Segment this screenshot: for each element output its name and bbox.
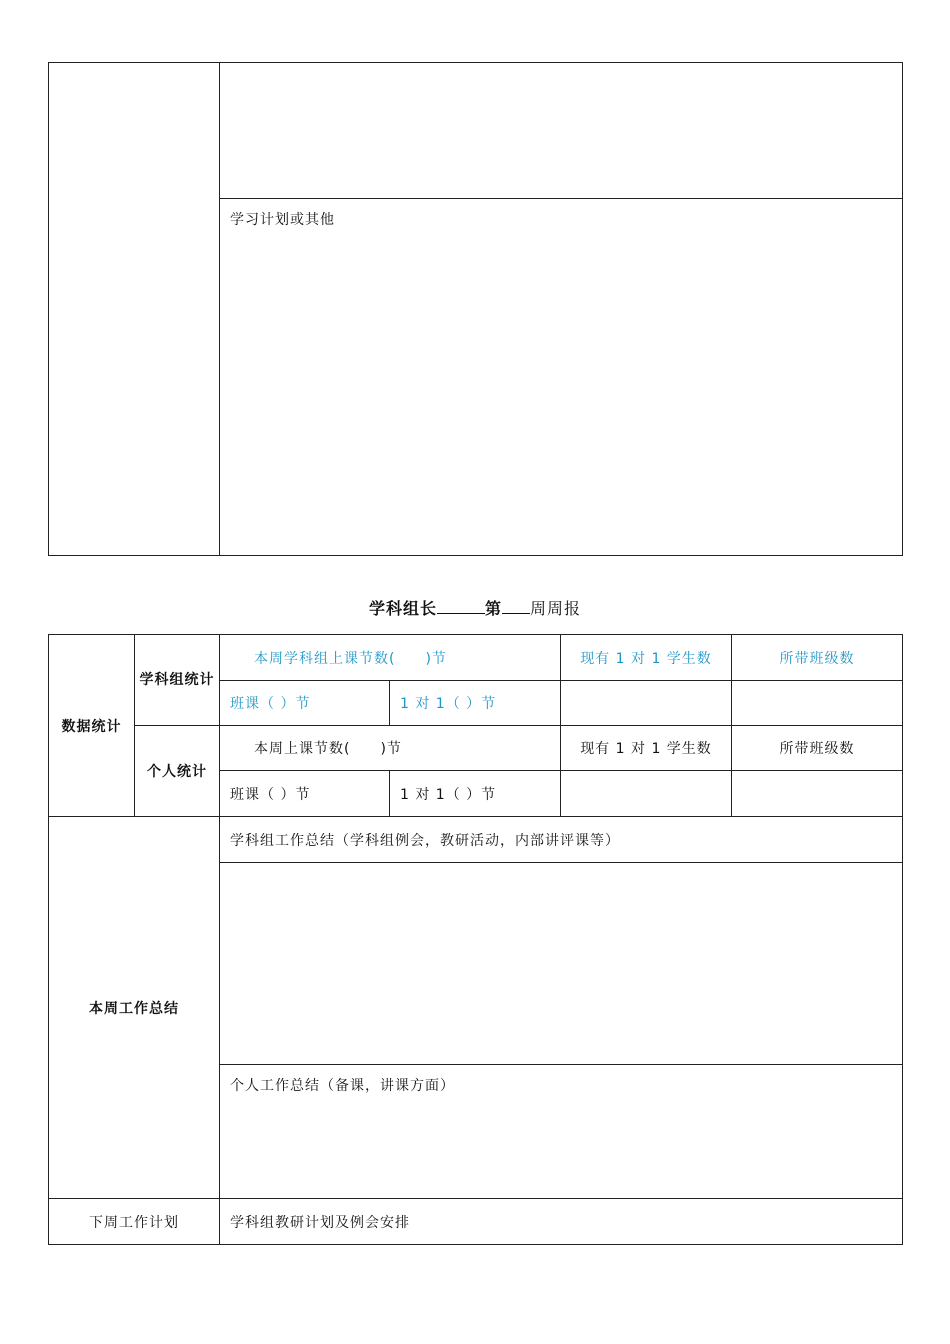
report-title <box>0 596 950 619</box>
title-part-leader: 学科组长 <box>368 599 437 618</box>
group-class-lessons-cell[interactable]: 班课（ ）节 <box>220 681 390 726</box>
personal-summary-heading: 个人工作总结（备课，讲课方面） <box>230 1078 455 1094</box>
personal-one-on-one-students-header: 现有 1 对 1 学生数 <box>561 726 732 771</box>
group-stats-label: 学科组统计 <box>135 635 220 726</box>
title-part-week: 第 <box>484 599 502 618</box>
personal-lessons-cell[interactable]: 本周上课节数( )节 <box>220 726 561 771</box>
group-one-on-one-students-header: 现有 1 对 1 学生数 <box>561 635 732 681</box>
top-content-area[interactable] <box>220 63 903 199</box>
personal-stats-label: 个人统计 <box>135 726 220 817</box>
top-left-empty-cell <box>49 63 220 556</box>
top-continuation-table <box>48 62 903 556</box>
personal-class-count-header: 所带班级数 <box>732 726 903 771</box>
personal-one-on-one-lessons-cell[interactable]: 1 对 1（ ）节 <box>390 771 561 817</box>
next-week-plan-label: 下周工作计划 <box>49 1199 220 1245</box>
group-one-on-one-students-value[interactable] <box>561 681 732 726</box>
weekly-summary-label: 本周工作总结 <box>49 817 220 1199</box>
group-class-count-value[interactable] <box>732 681 903 726</box>
group-summary-content[interactable] <box>220 863 903 1065</box>
personal-class-count-value[interactable] <box>732 771 903 817</box>
personal-one-on-one-students-value[interactable] <box>561 771 732 817</box>
study-plan-cell[interactable] <box>220 199 903 556</box>
group-class-count-header: 所带班级数 <box>732 635 903 681</box>
week-number-blank[interactable] <box>502 599 530 614</box>
personal-class-lessons-cell[interactable]: 班课（ ）节 <box>220 771 390 817</box>
group-plan-cell[interactable]: 学科组教研计划及例会安排 <box>220 1199 903 1245</box>
group-summary-heading: 学科组工作总结（学科组例会，教研活动，内部讲评课等） <box>220 817 903 863</box>
title-part-report: 周周报 <box>530 599 582 618</box>
personal-summary-cell[interactable] <box>220 1065 903 1199</box>
group-one-on-one-lessons-cell[interactable]: 1 对 1（ ）节 <box>390 681 561 726</box>
weekly-report-table <box>48 634 903 1245</box>
data-stats-label: 数据统计 <box>49 635 135 817</box>
study-plan-label: 学习计划或其他 <box>230 212 335 228</box>
group-lessons-cell[interactable]: 本周学科组上课节数( )节 <box>220 635 561 681</box>
leader-name-blank[interactable] <box>437 599 485 614</box>
